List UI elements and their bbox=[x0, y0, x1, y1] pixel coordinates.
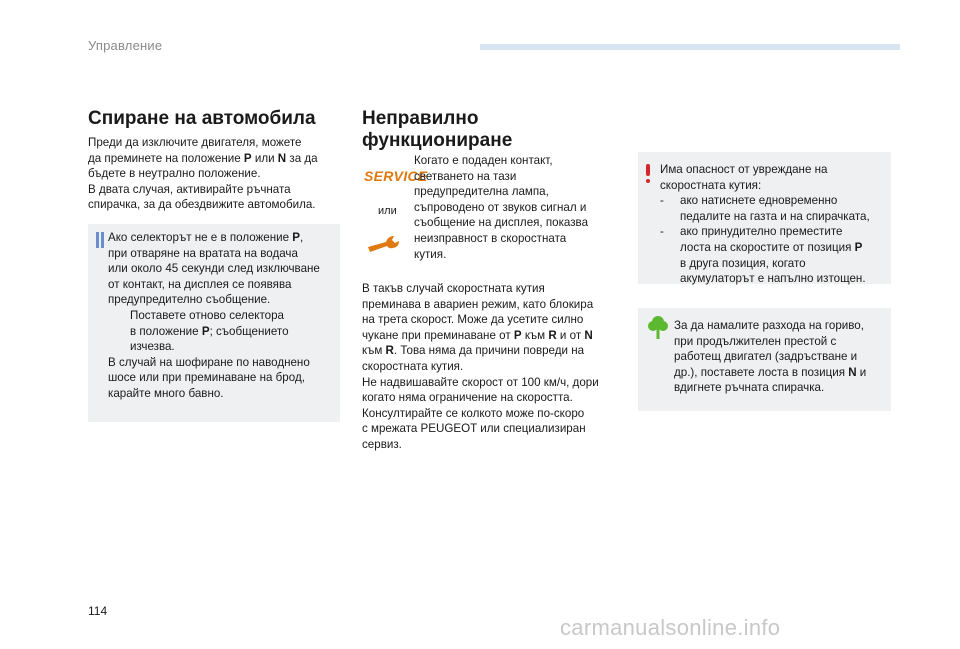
warning-box-gearbox bbox=[638, 152, 891, 284]
eco-box-text: За да намалите разхода на гориво, при продължителен престой с работещ двигател (задръстване и др.), поставете лоста в позиция N и вдигнете ръчната спирачка. bbox=[674, 319, 867, 395]
wrench-icon bbox=[366, 232, 402, 259]
warning-box-text: Има опасност от увреждане на скоростната кутия: - ако натиснете едновременно педалите на газта и на спирачката, - ако принудително преместите лоста на скоростите от позиция P в друга позиция, когато акумулаторът е напълно изтощен. bbox=[660, 163, 870, 286]
service-warning-lamp: SERVICE bbox=[364, 168, 428, 184]
warning-icon bbox=[646, 164, 650, 176]
malfunction-body: В такъв случай скоростната кутия преминава в авариен режим, като блокира на трета скорост. Може да усетите силно чукане при преминаване от P към R и от N към R. Това няма да причини повреди на скоростната кутия. Не надвишавайте скорост от 100 км/ч, дори когато няма ограничение на скоростта. Консултирайте се колкото може по-скоро с мрежата PEUGEOT или специализиран сервиз. bbox=[362, 282, 599, 451]
info-box-selector bbox=[88, 224, 340, 422]
info-box-text: Ако селекторът не е в положение P, при отваряне на вратата на водача или около 45 секунди след изключване от контакт, на дисплея се появява предупредително съобщение. Поставете отново селектора в положение P; съобщението изчезва. В случай на шофиране по наводнено шосе или при преминаване на брод, карайте много бавно. bbox=[108, 231, 320, 400]
lamp-description: Когато е подаден контакт, светването на тази предупредителна лампа, съпроводено от звуков сигнал и съобщение на дисплея, показва неизправност в скоростната кутия. bbox=[414, 154, 589, 261]
header-accent-bar bbox=[480, 44, 900, 50]
watermark: carmanualsonline.info bbox=[560, 615, 781, 640]
header-title: Управление bbox=[88, 38, 163, 53]
eco-box-fuel bbox=[638, 308, 891, 411]
or-label: или bbox=[378, 205, 397, 217]
tree-icon bbox=[648, 314, 668, 345]
info-icon bbox=[96, 232, 99, 248]
section-title-stopping: Спиране на автомобила bbox=[88, 108, 316, 129]
section-title-malfunction: Неправилно функциониране bbox=[362, 108, 513, 151]
page-number: 114 bbox=[88, 604, 108, 618]
stopping-intro: Преди да изключите двигателя, можете да преминете на положение P или N за да бъдете в неутрално положение. В двата случая, активирайте ръчната спирачка, за да обездвижите автомобила. bbox=[88, 136, 318, 212]
